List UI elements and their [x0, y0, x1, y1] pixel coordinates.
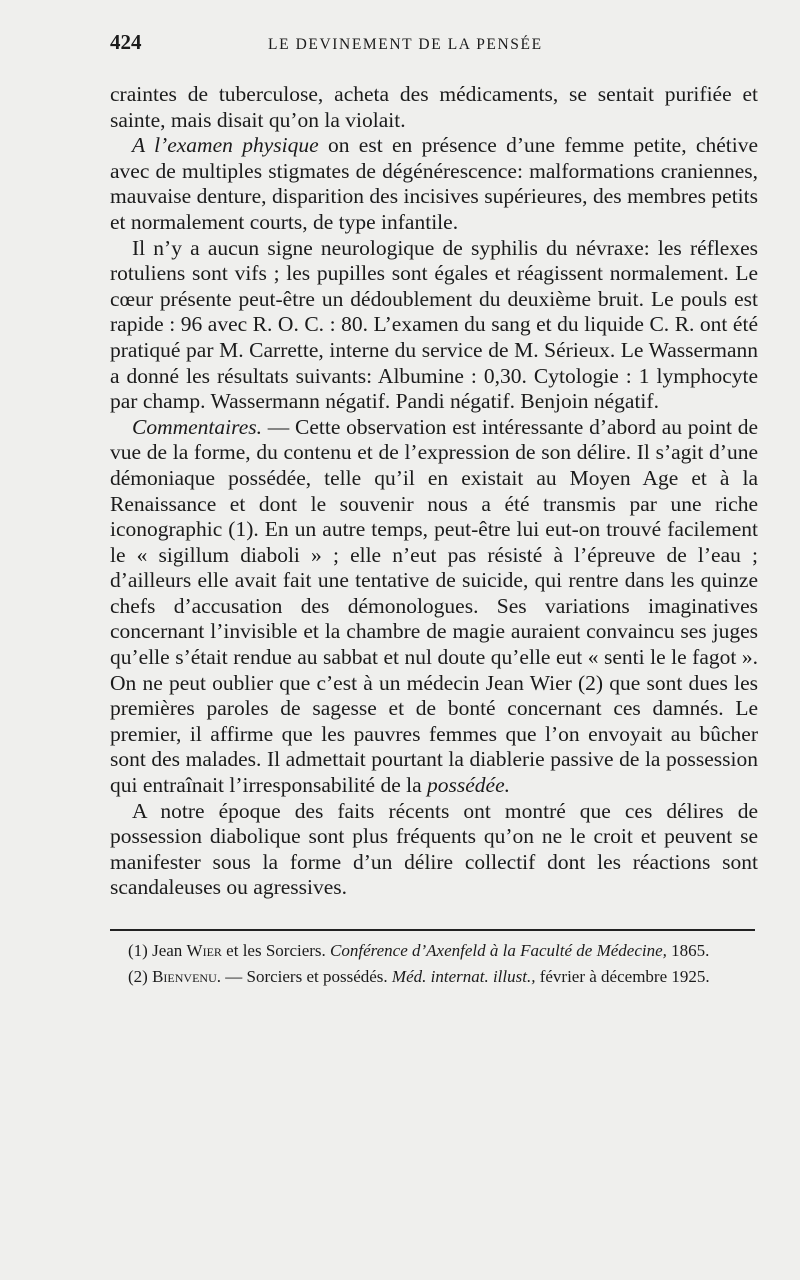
section-lead-italic: Commentaires. — [132, 414, 262, 439]
text-segment: — Cette observation est intéressante d’abord au point de vue de la forme, du contenu et de l’expression de son délire. Il s’agit d’une démoniaque possédée, telle qu’il en existait au Moyen Age et à la Renaissance et dont le souvenir nous a été transmis par une riche iconographic (1). En un autre temps, peut-être lui eut-on trouvé facilement le « sigillum diaboli » ; elle n’eut pas résisté à l’épreuve de l’eau ; d’ailleurs elle avait fait une tentative de suicide, qui rentre dans les quinze chefs d’accusation des démonologues. Ses variations imaginatives concernant l’invisible et la chambre de magie auraient convaincu ses juges qu’elle s’était rendue au sabbat et nul doute qu’elle eut « senti le le fagot ». On ne peut oublier que c’est à un médecin Jean Wier (2) que sont dues les premières paroles de sagesse et de bonté concernant ces damnés. Le premier, il affirme que les pauvres femmes que l’on envoyait au bûcher sont des malades. Il admettait pourtant la diablerie passive de la possession qui entraînait l’irresponsabilité de la — [110, 414, 758, 798]
paragraph-neurology — [110, 236, 758, 415]
footnote-text: et les Sorciers. — [221, 941, 331, 960]
paragraph-physical-exam — [110, 133, 758, 235]
text-segment: Il n’y a aucun signe neurologique de syphilis du névraxe: les réflexes rotuliens sont vifs ; les pupilles sont égales et réagissent normalement. Le cœur présente peut-être un dédoublement du deuxième bruit. Le pouls est rapide : 96 avec R. O. C. : 80. L’examen du sang et du liquide C. R. ont été pratiqué par M. Carrette, interne du service de M. Sérieux. Le Wassermann a donné les résultats suivants: Albumine : 0,30. Cytologie : 1 lymphocyte par champ. Wassermann négatif. Pandi négatif. Benjoin négatif. — [110, 235, 758, 414]
running-head — [110, 30, 758, 74]
footnote-divider — [110, 929, 755, 931]
footnote-text: — Sorciers et possédés. — [221, 967, 392, 986]
text-segment: A notre époque des faits récents ont montré que ces délires de possession diabolique sont plus fréquents qu’on ne le croit et peuvent se manifester sous la forme d’un délire collectif dont les réactions sont scandaleuses ou agressives. — [110, 798, 758, 900]
author-smallcaps: Wier — [186, 941, 222, 960]
paragraph-1 — [110, 82, 758, 133]
text-segment: on est en présence d’une femme petite, chétive avec de multiples stigmates de dégénérescence: malformations craniennes, mauvaise denture, disparition des incisives supérieures, des membres petits et normalement courts, de type infantile. — [110, 133, 758, 234]
footnote-text: (1) Jean — [128, 941, 187, 960]
italic-word: possédée. — [427, 773, 511, 798]
author-smallcaps: Bienvenu. — [152, 967, 221, 986]
footnote-italic: Méd. internat. illust., — [391, 967, 536, 986]
running-title: LE DEVINEMENT DE LA PENSÉE — [268, 36, 543, 53]
footnotes — [110, 939, 758, 988]
paragraph-commentaires — [110, 415, 758, 799]
body-text — [110, 82, 758, 901]
footnote-italic: Conférence d’Axenfeld à la Faculté de Médecine, — [330, 941, 667, 960]
footnote-1 — [110, 939, 758, 962]
footnote-text: (2) — [128, 967, 153, 986]
footnote-text: 1865. — [666, 941, 710, 960]
paragraph-conclusion — [110, 799, 758, 901]
footnote-text: février à décembre 1925. — [535, 967, 710, 986]
page-number: 424 — [110, 30, 142, 54]
text-segment: craintes de tuberculose, acheta des médicaments, se sentait purifiée et sainte, mais disait qu’on la violait. — [110, 82, 758, 132]
section-lead-italic: A l’examen physique — [132, 133, 319, 158]
footnote-2 — [110, 965, 758, 988]
